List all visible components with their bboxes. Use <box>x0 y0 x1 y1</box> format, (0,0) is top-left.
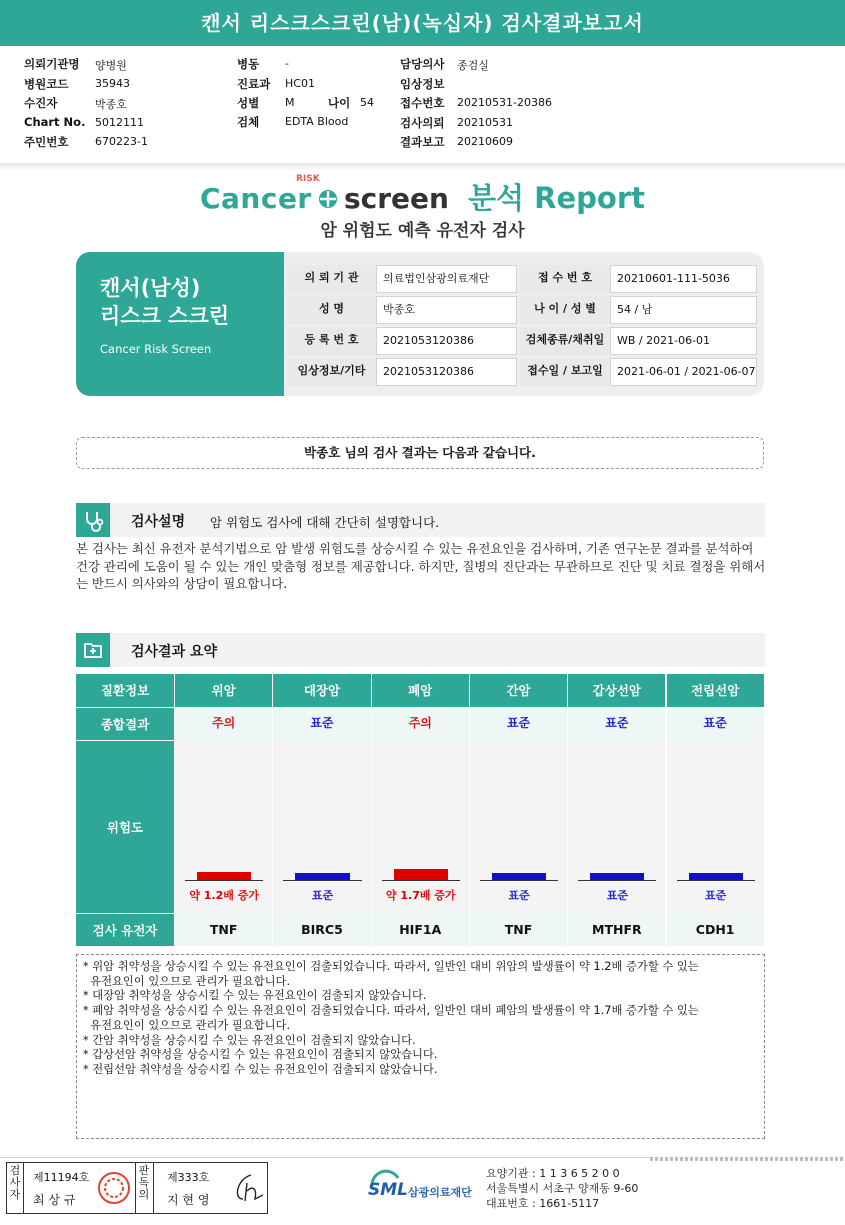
card-label: 임상정보/기타 <box>287 358 376 386</box>
row-label-gene: 검사 유전자 <box>76 913 175 946</box>
logo-cancer: Cancer <box>199 182 312 215</box>
doctor-value: 종검실 <box>457 59 489 72</box>
risk-bar <box>590 873 644 880</box>
note-line: 유전요인이 있으므로 관리가 필요합니다. <box>83 974 291 988</box>
risk-label: 약 1.7배 증가 <box>385 889 456 902</box>
note-line: * 전립선암 취약성을 상승시킬 수 있는 유전요인이 검출되지 않았습니다. <box>83 1062 438 1076</box>
age-value: 54 <box>360 96 374 109</box>
doctor-label: 담당의사 <box>400 57 445 71</box>
reviewer-id: 제333호 <box>167 1171 210 1184</box>
disease-name: 간암 <box>470 674 568 707</box>
disease-name: 위암 <box>175 674 273 707</box>
card-value: 54 / 남 <box>610 296 757 324</box>
sex-label: 성별 <box>237 96 260 110</box>
report-date-label: 결과보고 <box>400 135 445 149</box>
clover-icon <box>317 188 339 210</box>
note-line: * 폐암 취약성을 상승시킬 수 있는 유전요인이 검출되었습니다. 따라서, 일반인 대비 폐암의 발생률이 약 1.7배 증가할 수 있는 <box>83 1004 699 1018</box>
card-title-en: Cancer Risk Screen <box>100 342 212 356</box>
org-phone: 대표번호 : 1661-5117 <box>486 1197 600 1210</box>
risk-label: 표준 <box>705 889 727 902</box>
risk-bar <box>689 873 743 880</box>
note-line: 유전요인이 있으므로 관리가 필요합니다. <box>83 1018 291 1032</box>
card-label: 접수일 / 보고일 <box>520 358 610 386</box>
gene-name: CDH1 <box>667 913 765 946</box>
request-value: 20210531 <box>457 116 513 129</box>
risk-bar <box>394 869 448 880</box>
card-title-line1: 캔서(남성) <box>100 276 201 300</box>
examiner-label: 검사자 <box>9 1164 21 1201</box>
risk-label: 약 1.2배 증가 <box>189 889 259 902</box>
explain-body: 본 검사는 최신 유전자 분석기법으로 암 발생 위험도를 상승시킬 수 있는 유전요인을 검사하며, 기존 연구논문 결과를 분석하여 건강 관리에 도움이 될 수 있는 개인 맞춤형 정보를 제공합니다. 하지만, 질병의 진단과는 무관하므로 진단 및 치료 결정을 위해서는 반드시 의사와의 상담이 필요합니다. <box>76 541 766 591</box>
hospital-code-value: 35943 <box>95 77 130 90</box>
card-value: 2021053120386 <box>376 358 517 386</box>
examiner-name: 최 상 규 <box>33 1193 76 1207</box>
ward-label: 병동 <box>237 57 260 71</box>
request-label: 검사의뢰 <box>400 116 445 130</box>
risk-chart-cell <box>568 740 666 913</box>
folder-plus-icon <box>76 633 110 667</box>
risk-label: 표준 <box>606 889 628 902</box>
card-label: 검체종류/채취일 <box>520 327 610 355</box>
risk-bar <box>492 873 546 880</box>
risk-baseline <box>480 880 558 881</box>
gene-name: HIF1A <box>372 913 470 946</box>
disease-name: 전립선암 <box>667 674 765 707</box>
card-label: 성 명 <box>287 296 376 324</box>
sex-value: M <box>285 96 295 109</box>
risk-chart-cell <box>175 740 273 913</box>
gene-name: MTHFR <box>568 913 666 946</box>
org-name: 삼광의료재단 <box>408 1186 472 1199</box>
card-title-line2: 리스크 스크린 <box>100 304 230 328</box>
risk-chart-cell <box>667 740 765 913</box>
note-line: * 갑상선암 취약성을 상승시킬 수 있는 유전요인이 검출되지 않았습니다. <box>83 1048 438 1062</box>
stethoscope-icon <box>76 503 110 537</box>
note-line: * 간암 취약성을 상승시킬 수 있는 유전요인이 검출되지 않았습니다. <box>83 1033 416 1047</box>
patient-label: 수진자 <box>24 96 58 110</box>
risk-chart-cell <box>470 740 568 913</box>
patient-info-header <box>0 52 845 162</box>
row-label-overall: 종합결과 <box>76 707 175 740</box>
org-logo-text: SML <box>368 1180 408 1200</box>
disease-name: 대장암 <box>273 674 371 707</box>
institution-value: 양병원 <box>95 59 127 72</box>
overall-result: 주의 <box>175 707 273 740</box>
gene-name: BIRC5 <box>273 913 371 946</box>
report-title: 캔서 리스크스크린(남)(녹십자) 검사결과보고서 <box>0 0 845 46</box>
header-divider <box>0 163 845 171</box>
risk-baseline <box>185 880 263 881</box>
row-label-disease: 질환정보 <box>76 674 175 707</box>
report-date-value: 20210609 <box>457 135 513 148</box>
patient-value: 박종호 <box>95 98 127 111</box>
card-label: 등 록 번 호 <box>287 327 376 355</box>
risk-bar <box>295 873 349 880</box>
logo-risk: RISK <box>296 174 320 184</box>
specimen-value: EDTA Blood <box>285 115 349 128</box>
chart-value: 5012111 <box>95 116 144 129</box>
gene-name: TNF <box>175 913 273 946</box>
overall-result: 표준 <box>470 707 568 740</box>
disease-name: 폐암 <box>372 674 470 707</box>
overall-result: 표준 <box>273 707 371 740</box>
examiner-seal <box>97 1171 131 1205</box>
card-value: 의료법인삼광의료재단 <box>376 265 517 293</box>
summary-table <box>76 674 765 946</box>
card-label: 접 수 번 호 <box>520 265 610 293</box>
card-value: 2021053120386 <box>376 327 517 355</box>
examiner-id: 제11194호 <box>33 1171 90 1184</box>
receipt-value: 20210531-20386 <box>457 96 552 109</box>
card-value: 2021-06-01 / 2021-06-07 <box>610 358 757 386</box>
receipt-label: 접수번호 <box>400 96 445 110</box>
risk-baseline <box>677 880 755 881</box>
risk-bar <box>197 872 251 880</box>
note-line: * 위암 취약성을 상승시킬 수 있는 유전요인이 검출되었습니다. 따라서, 일반인 대비 위암의 발생률이 약 1.2배 증가할 수 있는 <box>83 960 699 973</box>
risk-chart-cell <box>372 740 470 913</box>
org-code: 요양기관 : 1 1 3 6 5 2 0 0 <box>486 1167 620 1180</box>
card-label: 나 이 / 성 별 <box>520 296 610 324</box>
chart-label: Chart No. <box>24 115 86 129</box>
card-value: 박종호 <box>376 296 517 324</box>
specimen-label: 검체 <box>237 115 260 129</box>
rrn-value: 670223-1 <box>95 135 148 148</box>
rrn-label: 주민번호 <box>24 135 69 149</box>
risk-baseline <box>382 880 460 881</box>
risk-label: 표준 <box>311 889 334 902</box>
logo-screen: screen <box>343 182 449 215</box>
overall-result: 표준 <box>667 707 765 740</box>
risk-baseline <box>283 880 361 881</box>
report-subtitle: 암 위험도 예측 유전자 검사 <box>320 221 525 241</box>
logo-report: 분석 Report <box>468 181 646 215</box>
brand-logo <box>0 176 845 216</box>
dept-label: 진료과 <box>237 77 271 91</box>
overall-result: 표준 <box>568 707 666 740</box>
footer-stripe <box>650 1157 845 1161</box>
note-line: * 대장암 취약성을 상승시킬 수 있는 유전요인이 검출되지 않았습니다. <box>83 989 427 1003</box>
risk-baseline <box>578 880 656 881</box>
clinical-label: 임상정보 <box>400 77 445 91</box>
card-label: 의 뢰 기 관 <box>287 265 376 293</box>
ward-value: - <box>285 57 289 70</box>
explain-header <box>76 503 765 537</box>
age-label: 나이 <box>328 96 351 110</box>
signature-box <box>6 1162 268 1214</box>
disease-name: 갑상선암 <box>568 674 666 707</box>
card-title-panel <box>76 252 284 396</box>
risk-label: 표준 <box>508 889 530 902</box>
reviewer-signature <box>229 1169 265 1205</box>
summary-header <box>76 633 765 667</box>
result-notes <box>76 954 765 1139</box>
row-label-risk: 위험도 <box>76 740 175 913</box>
explain-subtitle: 암 위험도 검사에 대해 간단히 설명합니다. <box>210 515 440 530</box>
summary-title: 검사결과 요약 <box>131 644 218 660</box>
explain-title: 검사설명 <box>131 514 186 530</box>
reviewer-label: 판독의 <box>138 1164 150 1201</box>
org-address: 서울특별시 서초구 양재동 9-60 <box>486 1182 639 1195</box>
reviewer-name: 지 현 영 <box>167 1193 210 1207</box>
gene-name: TNF <box>470 913 568 946</box>
result-sentence: 박종호 님의 검사 결과는 다음과 같습니다. <box>76 437 764 469</box>
card-value: WB / 2021-06-01 <box>610 327 757 355</box>
hospital-code-label: 병원코드 <box>24 77 69 91</box>
risk-chart-cell <box>273 740 371 913</box>
dept-value: HC01 <box>285 77 315 90</box>
overall-result: 주의 <box>372 707 470 740</box>
card-value: 20210601-111-5036 <box>610 265 757 293</box>
institution-label: 의뢰기관명 <box>24 57 80 71</box>
